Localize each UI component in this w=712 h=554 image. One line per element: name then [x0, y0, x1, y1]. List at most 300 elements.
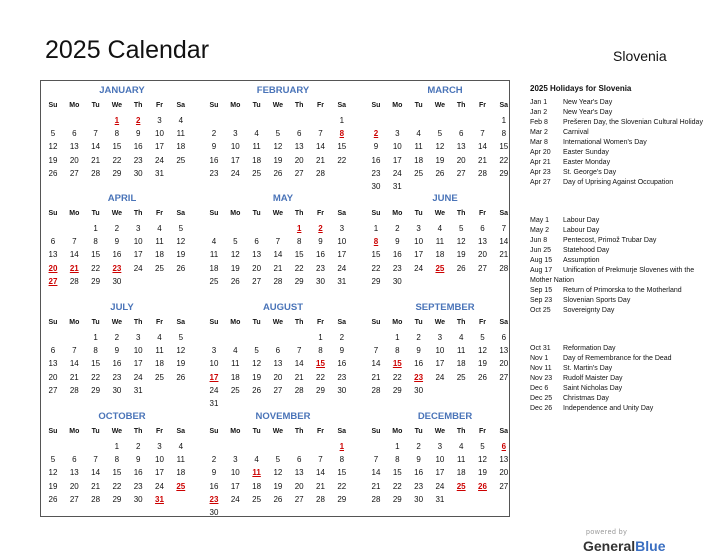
calendar-day: 5: [480, 442, 485, 451]
calendar-day: 1: [395, 333, 400, 342]
calendar-day: 16: [133, 142, 143, 152]
holiday-name: Christmas Day: [563, 395, 609, 402]
holiday-date-label: Jan 1: [530, 99, 548, 106]
calendar-day: 12: [48, 142, 58, 152]
calendar-day: 13: [48, 250, 58, 260]
holiday-date-label: Apr 20: [530, 149, 551, 156]
calendar-day: 5: [50, 455, 56, 465]
calendar-day: 16: [414, 359, 424, 369]
holiday-date-label: Oct 25: [530, 307, 551, 314]
month-name: MARCH: [427, 85, 463, 96]
weekday-header: Sa: [176, 319, 186, 326]
calendar-day: 13: [499, 346, 509, 356]
weekday-header: Tu: [414, 319, 423, 326]
calendar-day: 17: [435, 468, 445, 478]
holiday-item: [530, 364, 705, 374]
calendar-day: 9: [135, 455, 141, 465]
calendar-day: 24: [414, 263, 424, 273]
holiday-item: [530, 246, 705, 256]
calendar-day: 28: [294, 385, 304, 395]
weekday-header: Su: [209, 210, 219, 217]
holiday-item: [530, 118, 705, 128]
calendar-day: 4: [437, 224, 443, 233]
weekday-header: Su: [371, 319, 381, 326]
calendar-day: 21: [273, 263, 283, 273]
calendar-day: 11: [176, 455, 185, 465]
weekday-header: Mo: [69, 102, 80, 109]
holiday-date: 15: [392, 359, 402, 369]
calendar-day: 7: [93, 455, 98, 465]
brand-logo[interactable]: [583, 538, 665, 554]
calendar-day: 6: [254, 237, 259, 247]
weekday-header: Su: [371, 102, 381, 109]
calendar-day: 15: [91, 250, 101, 260]
calendar-day: 10: [230, 468, 240, 478]
calendar-day: 9: [135, 129, 141, 139]
calendar-day: 9: [114, 346, 120, 356]
calendar-day: 12: [48, 468, 58, 478]
holiday-date-label: May 2: [530, 227, 550, 234]
calendar-day: 22: [499, 155, 509, 165]
calendar-day: 30: [337, 385, 347, 395]
holiday-name: Day of Uprising Against Occupation: [563, 179, 674, 186]
calendar-day: 4: [254, 455, 259, 465]
holiday-name: Sovereignty Day: [563, 307, 615, 314]
calendar-day: 25: [176, 155, 186, 165]
calendar-day: 28: [316, 494, 325, 504]
holiday-item: [530, 296, 705, 306]
holiday-name: Independence and Unity Day: [563, 405, 654, 412]
calendar-day: 13: [456, 142, 466, 152]
calendar-day: 12: [273, 468, 283, 478]
calendar-day: 27: [273, 385, 283, 395]
calendar-day: 24: [133, 372, 143, 382]
holiday-name: Return of Primorska to the Motherland: [563, 287, 682, 294]
weekday-header: Tu: [91, 428, 100, 435]
calendar-day: 6: [296, 129, 302, 139]
weekday-header: Su: [209, 428, 219, 435]
calendar-day: 9: [416, 455, 421, 465]
calendar-day: 28: [91, 494, 101, 504]
calendar-day: 15: [499, 142, 509, 152]
calendar-day: 18: [252, 481, 262, 491]
calendar-day: 25: [456, 372, 466, 382]
calendar-day: 29: [392, 385, 402, 395]
calendar-day: 10: [230, 142, 240, 152]
calendar-day: 13: [69, 142, 79, 152]
calendar-day: 21: [478, 155, 487, 165]
calendar-day: 16: [133, 468, 143, 478]
calendar-day: 1: [339, 116, 345, 125]
calendar-day: 23: [392, 263, 402, 273]
calendar-day: 12: [230, 250, 240, 260]
calendar-day: 6: [72, 129, 77, 139]
calendar-day: 25: [252, 494, 262, 504]
calendar-day: 6: [72, 455, 77, 465]
calendar-day: 28: [69, 276, 79, 286]
weekday-header: Tu: [91, 102, 100, 109]
calendar-day: 9: [373, 142, 379, 152]
weekday-header: Su: [209, 102, 219, 109]
calendar-day: 29: [392, 494, 402, 504]
calendar-day: 14: [69, 250, 79, 260]
calendar-day: 16: [112, 250, 122, 260]
calendar-day: 18: [414, 155, 424, 165]
calendar-day: 3: [437, 442, 443, 451]
calendar-day: 16: [209, 481, 219, 491]
calendar-day: 4: [157, 333, 162, 342]
calendar-day: 28: [371, 385, 381, 395]
calendar-day: 27: [48, 385, 58, 395]
calendar-day: 5: [254, 346, 259, 356]
calendar-day: 20: [294, 481, 304, 491]
calendar-day: 5: [178, 224, 184, 233]
calendar-day: 15: [112, 142, 122, 152]
calendar-day: 13: [294, 468, 304, 478]
calendar-day: 23: [337, 372, 347, 382]
calendar-day: 27: [252, 276, 262, 286]
calendar-day: 7: [480, 129, 485, 139]
weekday-header: We: [111, 428, 123, 435]
weekday-header: Th: [294, 319, 304, 326]
calendar-day: 23: [371, 168, 381, 178]
calendar-day: 19: [478, 359, 487, 369]
weekday-header: We: [434, 319, 446, 326]
holiday-date-label: Nov 1: [530, 355, 549, 362]
calendar-day: 4: [233, 346, 238, 356]
weekday-header: Sa: [337, 319, 347, 326]
holiday-date-label: Nov 11: [530, 365, 552, 372]
holiday-item: [530, 404, 705, 414]
calendar-day: 30: [414, 494, 424, 504]
holiday-name: International Women's Day: [563, 139, 647, 146]
holiday-date-label: Apr 23: [530, 169, 551, 176]
calendar-day: 10: [155, 455, 164, 465]
calendar-day: 2: [114, 333, 120, 342]
calendar-day: 30: [133, 494, 143, 504]
weekday-header: Su: [48, 210, 58, 217]
calendar-day: 19: [48, 481, 58, 491]
weekday-header: Mo: [230, 102, 241, 109]
calendar-day: 14: [273, 250, 283, 260]
calendar-day: 30: [112, 385, 122, 395]
holiday-item: [530, 306, 705, 316]
calendar-day: 21: [371, 372, 381, 382]
calendar-day: 26: [48, 168, 58, 178]
calendar-day: 16: [371, 155, 381, 165]
holiday-date: 20: [48, 263, 58, 273]
calendar-day: 23: [316, 263, 325, 273]
weekday-header: Th: [133, 428, 143, 435]
calendar-day: 8: [501, 129, 507, 139]
calendar-day: 13: [48, 359, 58, 369]
calendar-day: 8: [339, 455, 345, 465]
holiday-date-label: Feb 8: [530, 119, 548, 126]
calendar-day: 1: [395, 442, 400, 451]
calendar-day: 14: [371, 468, 381, 478]
holiday-date-label: Sep 15: [530, 287, 553, 294]
calendar-day: 12: [176, 237, 186, 247]
calendar-day: 17: [155, 142, 164, 152]
weekday-header: Fr: [156, 428, 163, 435]
calendar-day: 3: [437, 333, 443, 342]
calendar-day: 18: [155, 250, 164, 260]
calendar-day: 19: [48, 155, 58, 165]
holiday-date: 15: [316, 359, 325, 369]
calendar-day: 2: [416, 333, 421, 342]
calendar-day: 22: [294, 263, 304, 273]
calendar-day: 18: [230, 372, 240, 382]
calendar-day: 23: [209, 168, 219, 178]
holiday-date-label: Jun 8: [530, 237, 548, 244]
calendar-day: 14: [316, 468, 325, 478]
calendar-day: 27: [499, 372, 509, 382]
holiday-name: Easter Sunday: [563, 149, 609, 156]
holiday-item: [530, 128, 705, 138]
calendar-day: 10: [435, 455, 445, 465]
calendar-day: 21: [91, 155, 101, 165]
weekday-header: Mo: [392, 210, 403, 217]
calendar-day: 3: [233, 455, 238, 465]
calendar-day: 3: [339, 224, 345, 233]
calendar-day: 6: [50, 237, 56, 247]
calendar-day: 15: [337, 468, 347, 478]
calendar-day: 18: [176, 142, 186, 152]
holiday-list-title: 2025 Holidays for Slovenia: [530, 84, 632, 93]
calendar-day: 22: [371, 263, 381, 273]
calendar-day: 13: [252, 250, 262, 260]
calendar-day: 10: [133, 237, 143, 247]
calendar-day: 16: [337, 359, 347, 369]
holiday-item: [530, 256, 705, 266]
calendar-day: 8: [93, 237, 98, 247]
calendar-day: 24: [155, 481, 164, 491]
calendar-day: 1: [501, 116, 507, 125]
calendar-day: 16: [316, 250, 325, 260]
calendar-day: 3: [135, 333, 141, 342]
country-label: Slovenia: [613, 48, 667, 64]
calendar-day: 30: [392, 276, 402, 286]
holiday-name: Reformation Day: [563, 345, 616, 352]
weekday-header: Tu: [414, 428, 423, 435]
holiday-date: 26: [478, 481, 487, 491]
holiday-name: St. George's Day: [563, 169, 617, 176]
calendar-day: 14: [91, 468, 101, 478]
holiday-name: Statehood Day: [563, 247, 610, 254]
calendar-day: 7: [501, 224, 507, 233]
calendar-day: 19: [273, 481, 283, 491]
holiday-date: 23: [209, 494, 219, 504]
holiday-date-label: Aug 17: [530, 267, 553, 274]
calendar-day: 26: [230, 276, 240, 286]
calendar-day: 12: [478, 455, 487, 465]
weekday-header: Su: [371, 428, 381, 435]
calendar-day: 16: [209, 155, 219, 165]
calendar-day: 6: [50, 346, 56, 356]
calendar-day: 19: [176, 250, 186, 260]
calendar-day: 27: [69, 168, 79, 178]
calendar-day: 28: [478, 168, 487, 178]
weekday-header: Th: [133, 319, 143, 326]
calendar-day: 17: [133, 250, 143, 260]
calendar-day: 29: [91, 276, 101, 286]
weekday-header: Su: [371, 210, 381, 217]
calendar-day: 27: [294, 494, 304, 504]
weekday-header: We: [272, 319, 284, 326]
holiday-item: [530, 354, 705, 364]
holiday-date: 25: [176, 481, 186, 491]
holiday-date-label: Dec 26: [530, 405, 553, 412]
weekday-header: Tu: [252, 102, 261, 109]
weekday-header: Th: [294, 210, 304, 217]
holiday-date: 8: [373, 237, 379, 247]
calendar-day: 26: [176, 263, 186, 273]
calendar-day: 12: [273, 142, 283, 152]
calendar-day: 29: [294, 276, 304, 286]
calendar-day: 31: [337, 276, 347, 286]
weekday-header: Th: [294, 428, 304, 435]
calendar-day: 6: [458, 129, 464, 139]
calendar-day: 11: [231, 359, 240, 369]
calendar-day: 29: [371, 276, 381, 286]
calendar-day: 26: [48, 494, 58, 504]
holiday-item: [530, 216, 705, 226]
holiday-item: [530, 148, 705, 158]
calendar-day: 26: [456, 263, 466, 273]
holiday-date: 21: [69, 263, 79, 273]
holiday-name: Unification of Prekmurje Slovenes with the Mother Nation: [530, 267, 695, 284]
calendar-day: 5: [275, 455, 281, 465]
holiday-date: 23: [112, 263, 122, 273]
calendar-day: 25: [155, 263, 164, 273]
calendar-day: 10: [435, 346, 445, 356]
holiday-item: [530, 394, 705, 404]
weekday-header: Mo: [230, 210, 241, 217]
calendar-day: 12: [456, 237, 466, 247]
calendar-day: 19: [176, 359, 186, 369]
calendar-day: 1: [318, 333, 323, 342]
holiday-name: Labour Day: [563, 217, 600, 224]
weekday-header: Mo: [230, 319, 241, 326]
calendar-day: 4: [458, 442, 464, 451]
calendar-day: 22: [392, 372, 402, 382]
calendar-day: 20: [478, 250, 487, 260]
calendar-day: 3: [211, 346, 217, 356]
calendar-day: 18: [252, 155, 262, 165]
calendar-day: 12: [252, 359, 262, 369]
calendar-day: 24: [435, 372, 445, 382]
weekday-header: Tu: [252, 210, 261, 217]
calendar-day: 31: [435, 494, 445, 504]
calendar-day: 13: [69, 468, 79, 478]
holiday-group-gap: [530, 188, 705, 216]
calendar-day: 28: [499, 263, 509, 273]
calendar-day: 29: [316, 385, 325, 395]
holiday-date-label: Dec 25: [530, 395, 553, 402]
weekday-header: Th: [456, 319, 466, 326]
calendar-day: 1: [114, 442, 120, 451]
calendar-day: 31: [133, 385, 143, 395]
weekday-header: Tu: [414, 102, 423, 109]
calendar-day: 22: [337, 155, 347, 165]
calendar-grid: [40, 80, 510, 517]
holiday-name: New Year's Day: [563, 99, 613, 106]
holiday-date-label: Aug 15: [530, 257, 553, 264]
weekday-header: We: [434, 210, 446, 217]
calendar-day: 2: [416, 442, 421, 451]
calendar-day: 29: [112, 168, 122, 178]
weekday-header: Su: [48, 102, 58, 109]
calendar-day: 2: [339, 333, 345, 342]
calendar-day: 31: [209, 399, 219, 408]
calendar-day: 11: [209, 250, 219, 260]
month-name: MAY: [272, 193, 294, 204]
calendar-day: 21: [316, 481, 325, 491]
calendar-day: 8: [395, 455, 400, 465]
weekday-header: Fr: [156, 319, 163, 326]
calendar-day: 10: [155, 129, 164, 139]
weekday-header: Fr: [156, 102, 163, 109]
calendar-day: 24: [133, 263, 143, 273]
calendar-day: 7: [72, 237, 77, 247]
calendar-day: 25: [252, 168, 262, 178]
holiday-name: Rudolf Maister Day: [563, 375, 623, 382]
weekday-header: Th: [294, 102, 304, 109]
calendar-day: 6: [480, 224, 485, 233]
holiday-date: 1: [296, 224, 302, 233]
holiday-date-label: Oct 31: [530, 345, 551, 352]
weekday-header: Fr: [479, 210, 486, 217]
weekday-header: Fr: [479, 102, 486, 109]
calendar-day: 15: [294, 250, 304, 260]
calendar-day: 23: [133, 481, 143, 491]
calendar-day: 29: [91, 385, 101, 395]
calendar-day: 3: [135, 224, 141, 233]
calendar-day: 11: [457, 346, 466, 356]
calendar-day: 24: [435, 481, 445, 491]
calendar-day: 11: [176, 129, 185, 139]
weekday-header: Mo: [69, 428, 80, 435]
weekday-header: Fr: [317, 319, 324, 326]
calendar-day: 17: [435, 359, 445, 369]
calendar-day: 18: [435, 250, 445, 260]
calendar-day: 6: [296, 455, 302, 465]
calendar-day: 9: [114, 237, 120, 247]
calendar-day: 4: [254, 129, 259, 139]
weekday-header: We: [111, 319, 123, 326]
calendar-day: 5: [178, 333, 184, 342]
calendar-day: 13: [273, 359, 283, 369]
calendar-day: 10: [414, 237, 424, 247]
calendar-day: 19: [478, 468, 487, 478]
weekday-header: We: [272, 428, 284, 435]
calendar-day: 24: [392, 168, 402, 178]
calendar-day: 6: [501, 333, 507, 342]
calendar-day: 10: [392, 142, 402, 152]
calendar-day: 14: [91, 142, 101, 152]
holiday-item: [530, 374, 705, 384]
calendar-day: 5: [480, 333, 485, 342]
brand-text-b: Blue: [635, 538, 666, 554]
holiday-date: 2: [318, 224, 323, 233]
weekday-header: We: [434, 428, 446, 435]
calendar-day: 17: [133, 359, 143, 369]
calendar-day: 2: [395, 224, 400, 233]
calendar-day: 30: [371, 182, 381, 191]
holiday-date-label: May 1: [530, 217, 550, 224]
calendar-day: 22: [112, 155, 122, 165]
calendar-day: 3: [157, 442, 162, 451]
